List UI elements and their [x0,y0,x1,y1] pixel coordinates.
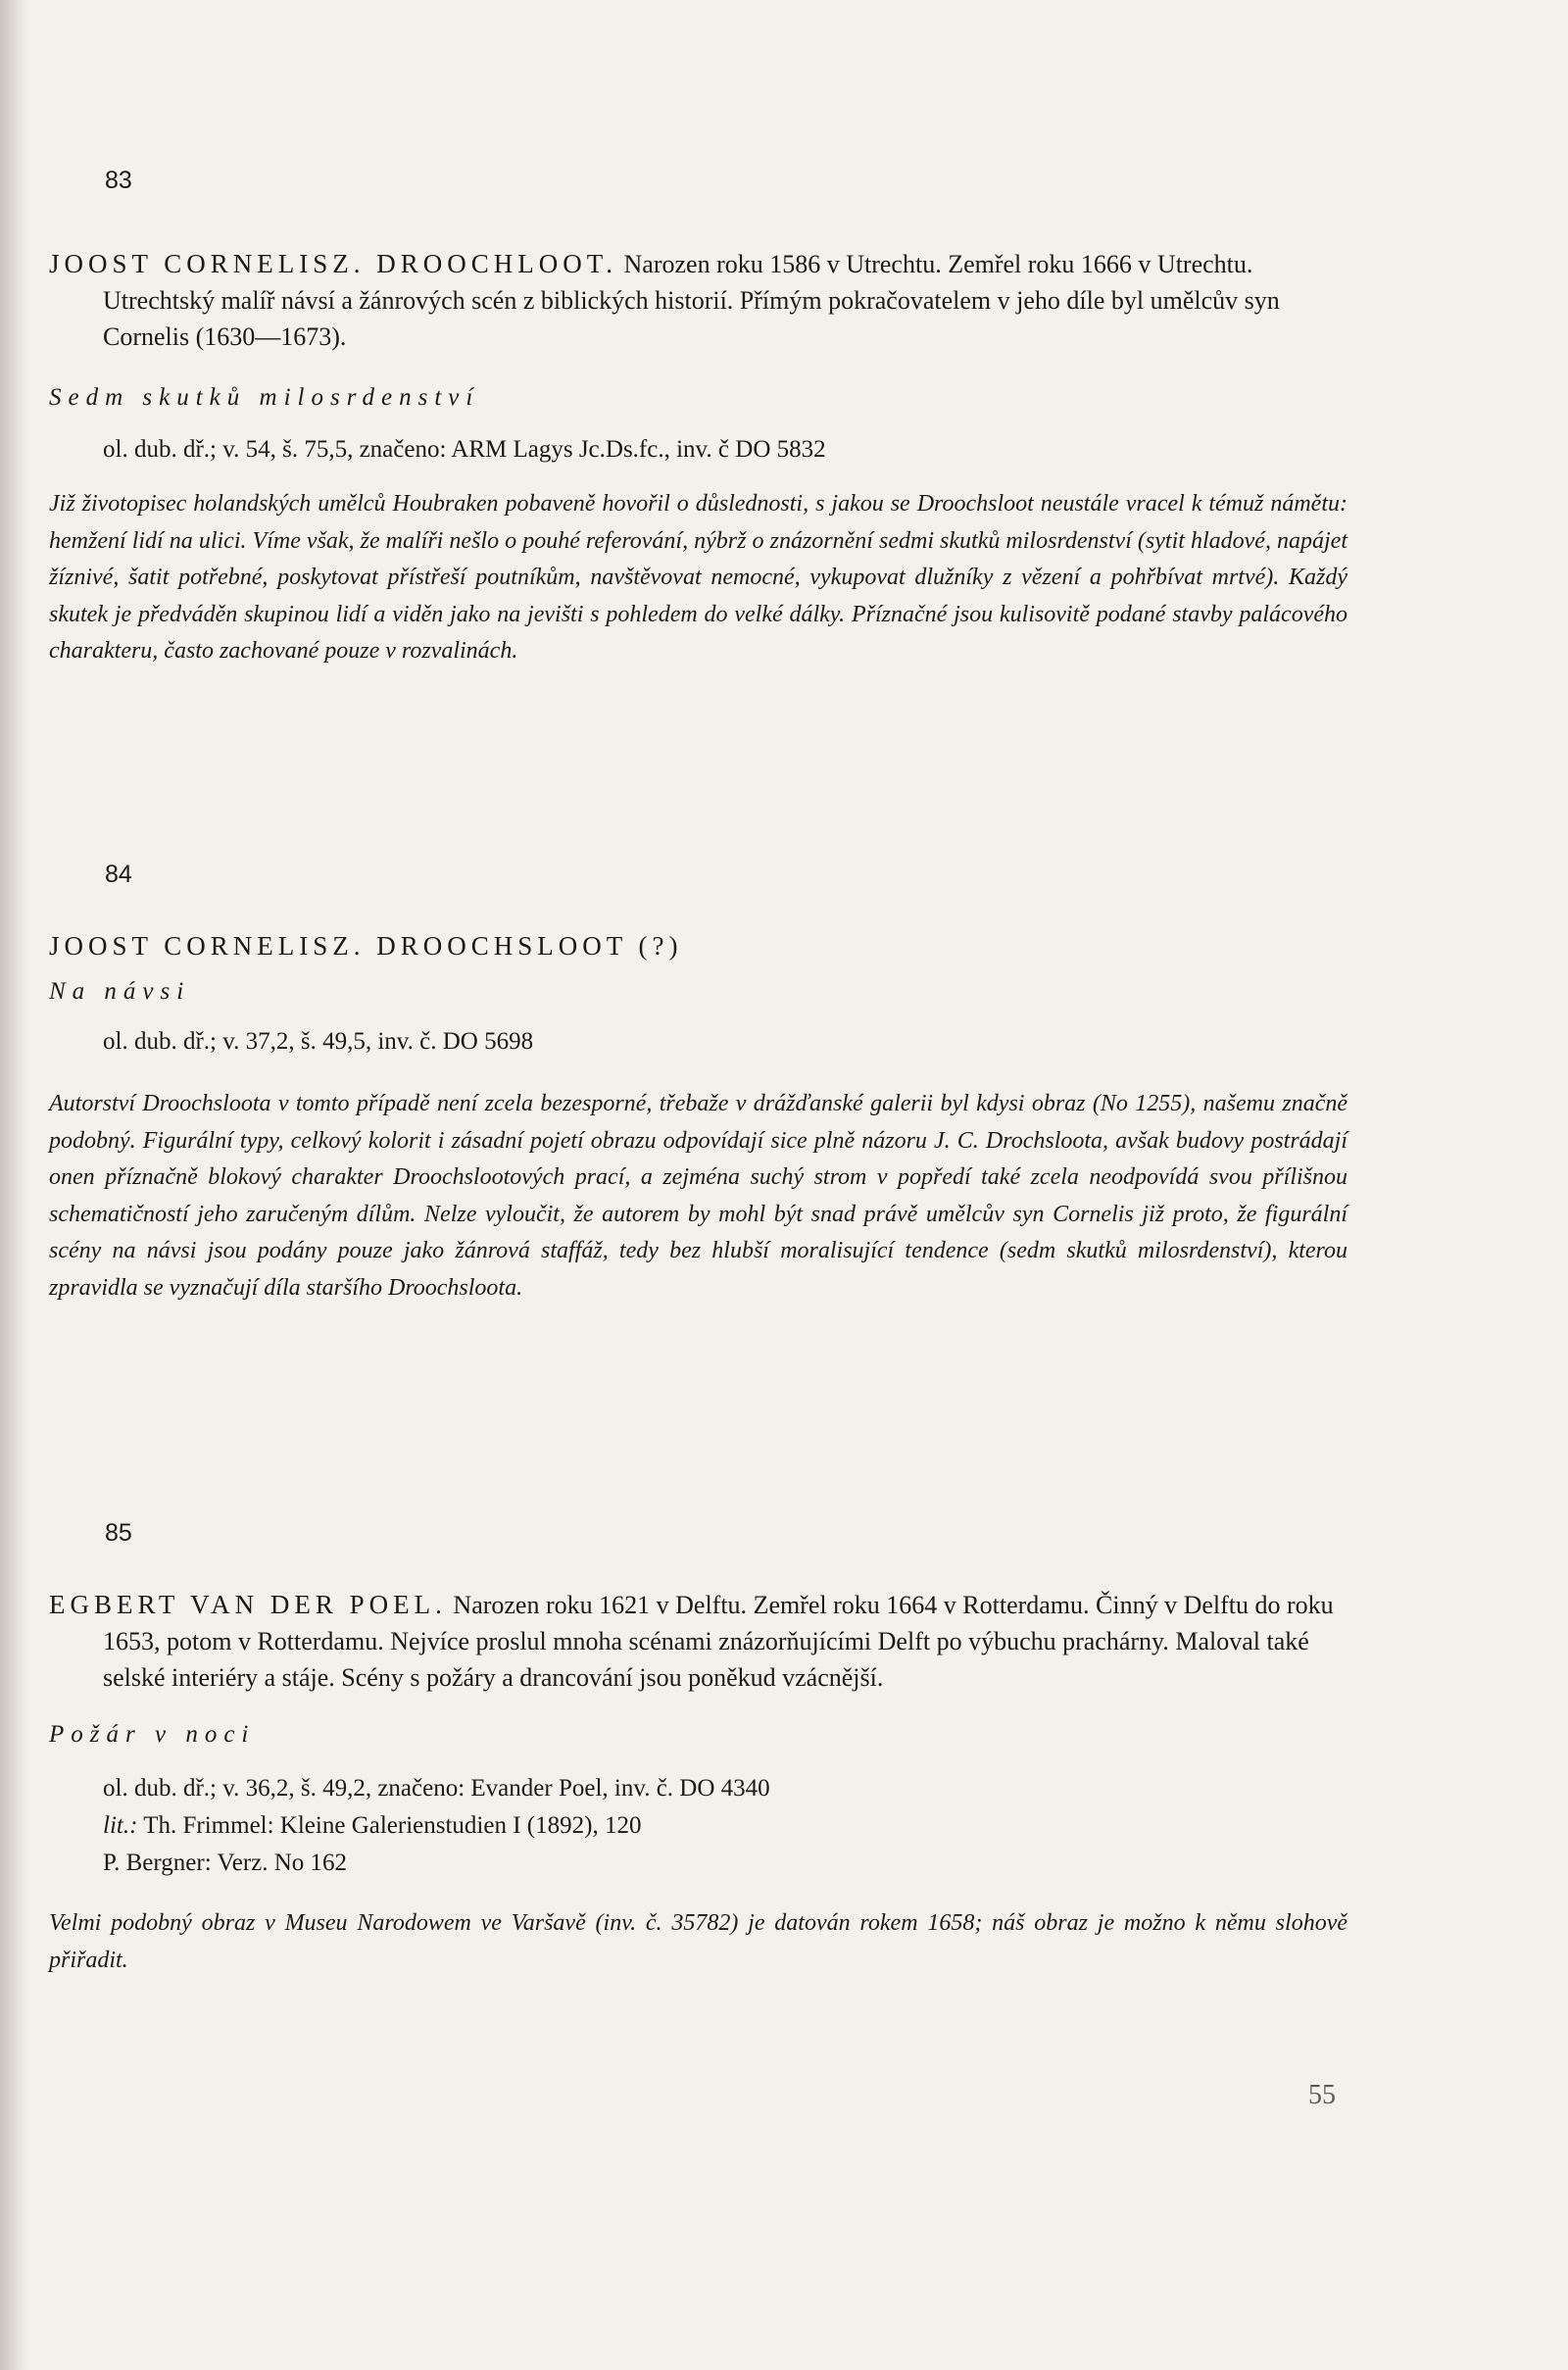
literature-label: lit.: [103,1812,138,1839]
entry-heading [49,928,1348,964]
artwork-meta: ol. dub. dř.; v. 54, š. 75,5, značeno: ARM Lagys Jc.Ds.fc., inv. č DO 5832 [103,436,826,463]
artist-name: JOOST CORNELISZ. DROOCHSLOOT (?) [49,931,683,961]
artwork-title: Na návsi [49,978,191,1005]
artwork-meta: ol. dub. dř.; v. 37,2, š. 49,5, inv. č. DO 5698 [103,1028,534,1055]
artwork-meta: ol. dub. dř.; v. 36,2, š. 49,2, značeno: Evander Poel, inv. č. DO 4340 [103,1775,770,1802]
artwork-title: Sedm skutků milosrdenství [49,384,480,411]
entry-heading [49,246,1348,355]
artwork-comment: Velmi podobný obraz v Museu Narodowem ve Varšavě (inv. č. 35782) je datován rokem 1658; náš obraz je možno k němu slohově přiřadit. [49,1910,1348,1973]
literature-extra: P. Bergner: Verz. No 162 [103,1850,348,1876]
artwork-comment: Již životopisec holandských umělců Houbraken pobaveně hovořil o důslednosti, s jakou se Droochsloot neustále vracel k témuž námětu: hemžení lidí na ulici. Víme však, že malíři nešlo o pouhé referování, nýbrž o znázornění sedmi skutků milosrdenství (sytit hladové, napájet žíznivé, šatit potřebné, poskytovat přístřeší poutníkům, navštěvovat nemocné, vykupovat dlužníky z vězení a pohřbívat mrtvé). Každý skutek je předváděn skupinou lidí a viděn jako na jevišti s pohledem do velké dálky. Příznačné jsou kulisovitě podané stavby palácového charakteru, často zachované pouze v rozvalinách. [49,491,1348,664]
page-number: 55 [1308,2080,1336,2110]
artist-bio: Narozen roku 1586 v Utrechtu. Zemřel roku 1666 v Utrechtu. Utrechtský malíř návsí a žánrových scén z biblických historií. Přímým pokračovatelem v jeho díle byl umělcův syn Cornelis (1630—1673). [103,250,1280,351]
entry-number: 85 [105,1519,132,1547]
artist-name: JOOST CORNELISZ. DROOCHLOOT. [49,249,618,278]
literature-text: Th. Frimmel: Kleine Galerienstudien I (1892), 120 [143,1812,642,1839]
entry-85 [49,1519,1348,1979]
entry-heading [49,1587,1348,1696]
artist-name: EGBERT VAN DER POEL. [49,1590,447,1619]
literature-line [103,1807,1348,1845]
artwork-title: Požár v noci [49,1721,256,1748]
entry-84 [49,861,1348,1307]
entry-number: 83 [105,167,132,194]
entry-83 [49,167,1348,670]
entry-number: 84 [105,861,132,888]
artist-bio: Narozen roku 1621 v Delftu. Zemřel roku 1664 v Rotterdamu. Činný v Delftu do roku 1653, potom v Rotterdamu. Nejvíce proslul mnoha scénami znázorňujícími Delft po výbuchu prachárny. Maloval také selské interiéry a stáje. Scény s požáry a drancování jsou poněkud vzácnější. [103,1591,1334,1692]
binding-shadow [0,0,27,2370]
artwork-comment: Autorství Droochsloota v tomto případě není zcela bezesporné, třebaže v drážďanské galerii byl kdysi obraz (No 1255), našemu značně podobný. Figurální typy, celkový kolorit i zásadní pojetí obrazu odpovídají sice plně názoru J. C. Drochsloota, avšak budovy postrádají onen příznačně blokový charakter Droochslootových prací, a zejména suchý strom v popředí také zcela neodpovídá svou přílišnou schematičností jeho zaručeným dílům. Nelze vyloučit, že autorem by mohl být snad právě umělcův syn Cornelis již proto, že figurální scény na návsi jsou podány pouze jako žánrová staffáž, tedy bez hlubší moralisující tendence (sedm skutků milosrdenství), kterou zpravidla se vyznačují díla staršího Droochsloota. [49,1091,1348,1301]
